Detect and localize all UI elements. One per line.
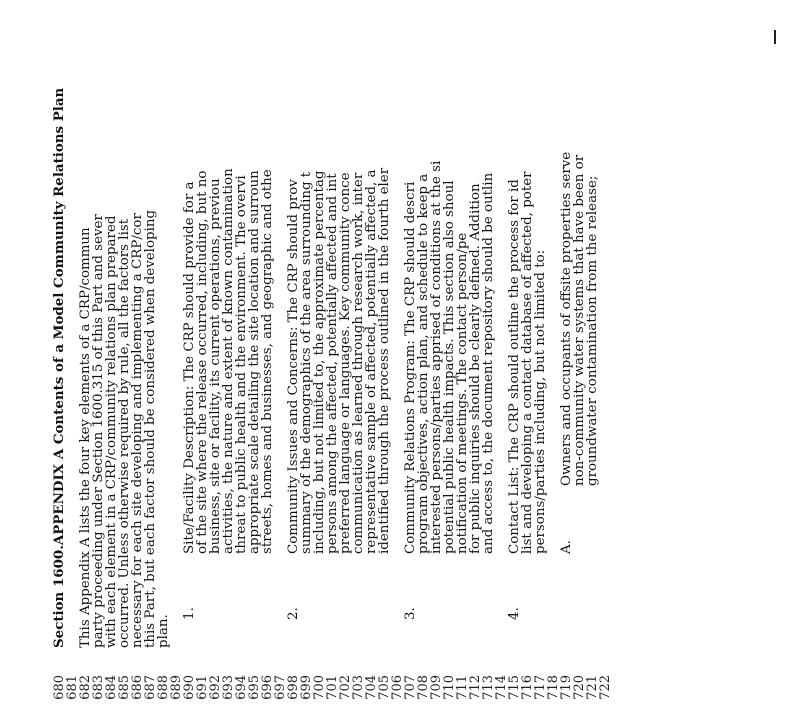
- line-number: 712: [468, 675, 483, 700]
- text-line: occurred. Unless otherwise required by rule, all the factors list: [117, 218, 132, 648]
- text-line: business, site or facility, its current operations, previou: [208, 178, 223, 554]
- text-line: This Appendix A lists the four key elements of a CRP/commun: [78, 227, 93, 648]
- line-number: 699: [299, 675, 314, 700]
- text-line: plan.: [156, 614, 171, 648]
- text-line: potential public health impacts. This section also shoul: [442, 180, 457, 554]
- line-number: 720: [572, 675, 587, 700]
- line-number: 719: [559, 675, 574, 700]
- text-line: streets, homes and businesses, and geographic and othe: [260, 169, 275, 554]
- line-number: 688: [156, 675, 171, 700]
- text-line: preferred language or languages. Key community conce: [338, 172, 353, 554]
- line-number: 710: [442, 675, 457, 700]
- line-number: 704: [364, 675, 379, 700]
- text-line: notification of meetings. The contact person/pe: [455, 232, 470, 554]
- line-number: 693: [221, 675, 236, 700]
- line-number: 684: [104, 675, 119, 700]
- line-number: 716: [520, 675, 535, 700]
- line-number: 721: [585, 675, 600, 700]
- text-line: of the site where the release occurred, including, but no: [195, 170, 210, 554]
- line-number: 680: [52, 675, 67, 700]
- line-number: 709: [429, 675, 444, 700]
- text-line: interested persons/parties apprised of conditions at the si: [429, 160, 444, 554]
- text-line: and access to, the document repository should be outlin: [481, 172, 496, 554]
- line-number: 686: [130, 675, 145, 700]
- text-line: program objectives, action plan, and schedule to keep a: [416, 173, 431, 554]
- line-number: 714: [494, 675, 509, 700]
- text-line: list and developing a contact database of affected, poter: [520, 171, 535, 554]
- line-number: 707: [403, 675, 418, 700]
- line-number: 703: [351, 675, 366, 700]
- line-number: 706: [390, 675, 405, 700]
- item-marker: 3.: [403, 607, 418, 620]
- text-line: Community Relations Program: The CRP should descri: [403, 181, 418, 554]
- text-line: non-community water systems that have been or: [572, 154, 587, 486]
- item-marker: 4.: [507, 607, 522, 620]
- item-marker: 1.: [182, 607, 197, 620]
- sub-item-marker: A.: [559, 540, 574, 554]
- line-number: 708: [416, 675, 431, 700]
- line-number: 698: [286, 675, 301, 700]
- line-number: 722: [598, 675, 613, 700]
- section-title: Section 1600.APPENDIX A Contents of a Model Community Relations Plan: [51, 87, 67, 648]
- text-line: necessary for each site developing and implementing a CRP/cor: [130, 213, 145, 648]
- item-marker: 2.: [286, 607, 301, 620]
- text-line: this Part, but each factor should be considered when developing: [143, 209, 158, 648]
- line-number: 695: [247, 675, 262, 700]
- line-number: 718: [546, 675, 561, 700]
- text-line: appropriate scale detailing the site location and surroun: [247, 170, 262, 554]
- line-number: 713: [481, 675, 496, 700]
- line-number: 691: [195, 675, 210, 700]
- document-page: [25, 50, 705, 710]
- text-line: summary of the demographics of the area surrounding t: [299, 171, 314, 554]
- line-number: 682: [78, 675, 93, 700]
- line-number: 696: [260, 675, 275, 700]
- text-line: activities, the nature and extent of known contamination: [221, 168, 236, 554]
- line-number: 683: [91, 675, 106, 700]
- text-line: Site/Facility Description: The CRP should provide for a: [182, 181, 197, 554]
- line-number: 717: [533, 675, 548, 700]
- text-line: for public inquiries should be clearly defined. Addition: [468, 183, 483, 554]
- line-number: 700: [312, 675, 327, 700]
- text-line: persons/parties including, but not limited to:: [533, 249, 548, 554]
- line-number: 702: [338, 675, 353, 700]
- line-number: 692: [208, 675, 223, 700]
- line-number: 697: [273, 675, 288, 700]
- line-number: 715: [507, 675, 522, 700]
- text-line: Contact List: The CRP should outline the process for id: [507, 179, 522, 554]
- text-line: representative sample of affected, potentially affected, a: [364, 169, 379, 554]
- text-line: including, but not limited to, the approximate percentag: [312, 170, 327, 554]
- text-line: persons among the affected, potentially affected and int: [325, 173, 340, 554]
- line-number: 690: [182, 675, 197, 700]
- line-number: 685: [117, 675, 132, 700]
- line-number: 694: [234, 675, 249, 700]
- line-number: 705: [377, 675, 392, 700]
- line-number: 687: [143, 675, 158, 700]
- text-line: communication as learned through research work, inter: [351, 172, 366, 554]
- text-line: groundwater contamination from the release;: [585, 175, 600, 486]
- scan-mark-icon: [772, 30, 778, 44]
- text-line: identified through the process outlined in the fourth eler: [377, 167, 392, 554]
- text-line: with each element in a CRP/community relations plan prepared: [104, 215, 119, 648]
- line-number: 681: [65, 675, 80, 700]
- line-number: 711: [455, 675, 470, 700]
- line-number: 689: [169, 675, 184, 700]
- line-number: 701: [325, 675, 340, 700]
- text-line: Owners and occupants of offsite properties serve: [559, 151, 574, 486]
- text-line: party proceeding under Section 1600.315 of this Part and sever: [91, 214, 106, 648]
- text-line: threat to public health and the environment. The overvi: [234, 175, 249, 554]
- text-line: Community Issues and Concerns: The CRP should prov: [286, 179, 301, 554]
